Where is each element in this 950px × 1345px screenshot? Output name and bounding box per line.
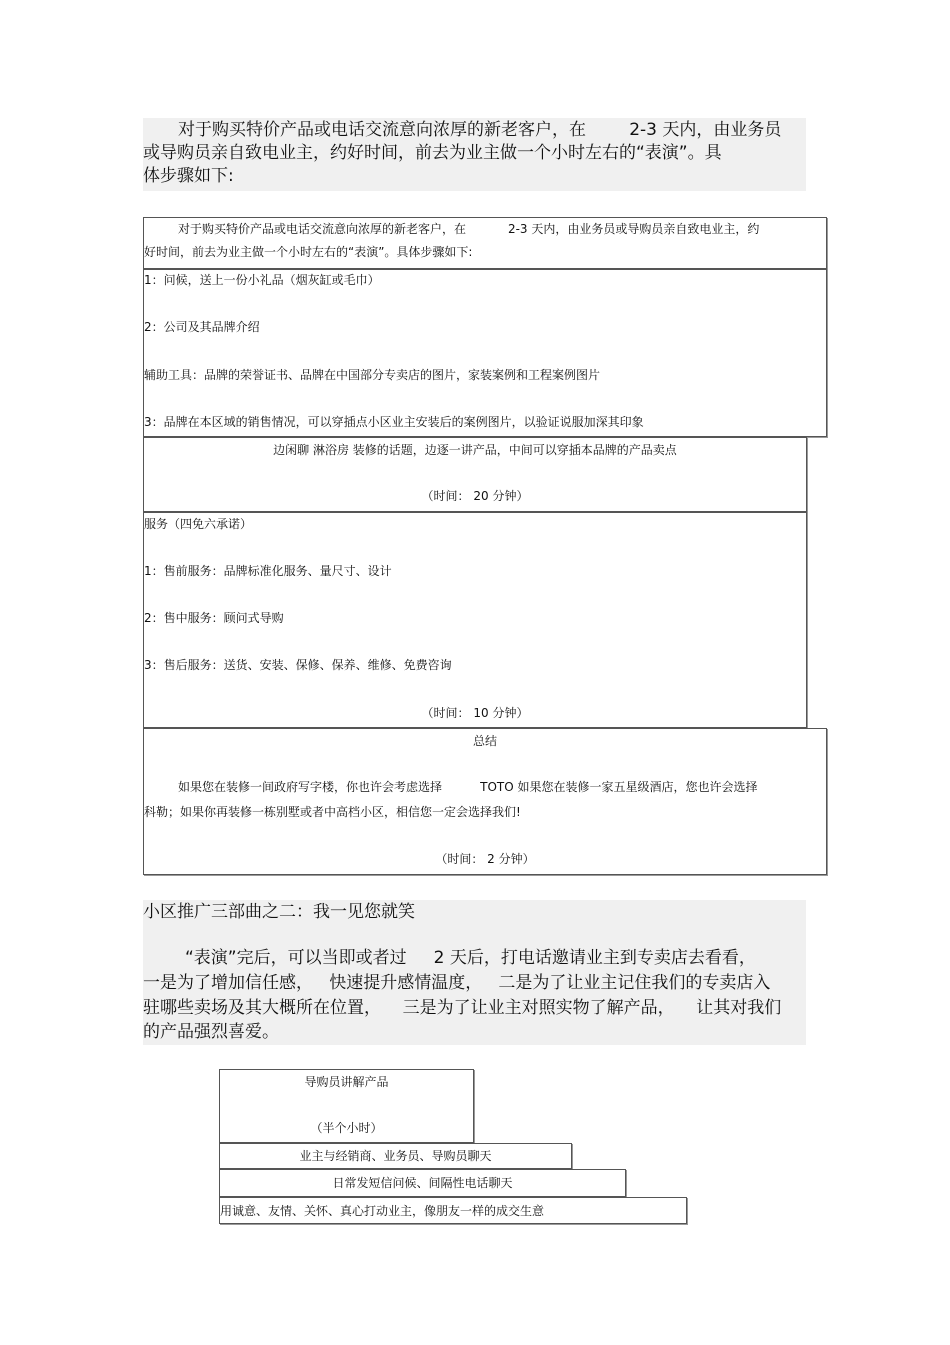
service-title: 服务（四免六承诺） bbox=[144, 517, 253, 531]
aux-tools-text: 辅助工具：品牌的荣誉证书、品牌在中国部分专卖店的图片，家装案例和工程案例图片 bbox=[144, 368, 601, 382]
summary-time: （时间： 2 分钟） bbox=[435, 852, 535, 866]
step-3-text: 3：品牌在本区域的销售情况，可以穿插点小区业主安装后的案例图片，以验证说服加深其印象 bbox=[144, 415, 644, 429]
product-talk-text: 边闲聊 淋浴房 装修的话题，边逐一讲产品，中间可以穿插本品牌的产品卖点 bbox=[273, 443, 677, 457]
section-2-line-4: 的产品强烈喜爱。 bbox=[143, 1022, 279, 1042]
section-2-heading: 小区推广三部曲之二：我一见您就笑 bbox=[143, 902, 415, 922]
stair-box-chat bbox=[219, 1143, 572, 1169]
intro-line-2: 或导购员亲自致电业主，约好时间，前去为业主做一个小时左右的“表演”。具 bbox=[143, 143, 722, 163]
flow-box-steps bbox=[143, 269, 827, 437]
stair-box-3-text: 日常发短信问候、间隔性电话聊天 bbox=[332, 1176, 513, 1190]
summary-line-1: 如果您在装修一间政府写字楼，你也许会考虑选择 TOTO 如果您在装修一家五星级酒店，您也许会选择 bbox=[178, 780, 758, 794]
product-talk-time: （时间： 20 分钟） bbox=[421, 489, 529, 503]
intro-paragraph bbox=[143, 118, 806, 191]
stair-box-explain-product bbox=[219, 1069, 474, 1143]
flow-box-intro-line-2: 好时间，前去为业主做一个小时左右的“表演”。具体步骤如下: bbox=[144, 245, 473, 259]
service-item-2: 2：售中服务：顾问式导购 bbox=[144, 611, 284, 625]
flow-box-product-talk bbox=[143, 437, 807, 512]
summary-line-2: 科勒；如果你再装修一栋别墅或者中高档小区，相信您一定会选择我们! bbox=[144, 805, 521, 819]
flow-box-service bbox=[143, 512, 807, 728]
stair-box-4-text: 用诚意、友情、关怀、真心打动业主，像朋友一样的成交生意 bbox=[220, 1204, 545, 1218]
service-time: （时间： 10 分钟） bbox=[421, 706, 529, 720]
stair-box-sms bbox=[219, 1169, 626, 1197]
summary-title: 总结 bbox=[472, 734, 497, 748]
flow-box-summary bbox=[143, 728, 827, 875]
step-2-text: 2：公司及其品牌介绍 bbox=[144, 320, 260, 334]
flow-box-intro-line-1: 对于购买特价产品或电话交流意向浓厚的新老客户，在 2-3 天内，由业务员或导购员亲自致电业主，约 bbox=[178, 222, 760, 236]
stair-box-1-time: （半个小时） bbox=[310, 1121, 383, 1135]
section-2-line-2: 一是为了增加信任感， 快速提升感情温度， 二是为了让业主记住我们的专卖店入 bbox=[143, 973, 771, 993]
step-1-text: 1：问候，送上一份小礼品（烟灰缸或毛巾） bbox=[144, 273, 380, 287]
stair-box-2-text: 业主与经销商、业务员、导购员聊天 bbox=[299, 1149, 492, 1163]
stair-box-sincerity bbox=[219, 1197, 687, 1224]
flow-box-intro bbox=[143, 217, 827, 269]
section-2-line-1: “表演”完后，可以当即或者过 2 天后，打电话邀请业主到专卖店去看看， bbox=[185, 948, 756, 968]
intro-line-3: 体步骤如下: bbox=[143, 166, 234, 186]
section-2-line-3: 驻哪些卖场及其大概所在位置， 三是为了让业主对照实物了解产品， 让其对我们 bbox=[143, 998, 782, 1018]
service-item-3: 3：售后服务：送货、安装、保修、保养、维修、免费咨询 bbox=[144, 658, 452, 672]
intro-line-1: 对于购买特价产品或电话交流意向浓厚的新老客户，在 2-3 天内，由业务员 bbox=[178, 120, 782, 140]
section-2 bbox=[143, 900, 806, 1045]
service-item-1: 1：售前服务：品牌标准化服务、量尺寸、设计 bbox=[144, 564, 392, 578]
stair-box-1-title: 导购员讲解产品 bbox=[304, 1075, 389, 1089]
